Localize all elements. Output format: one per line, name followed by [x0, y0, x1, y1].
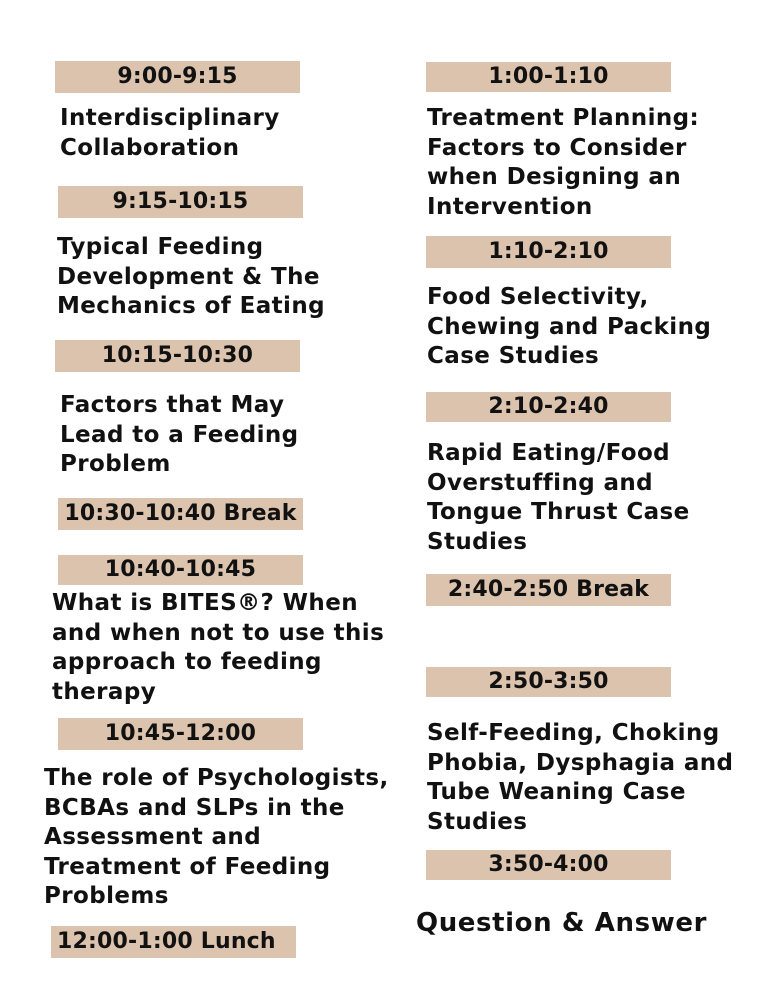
- session-title: Treatment Planning: Factors to Consider when Designing an Intervention: [427, 105, 700, 220]
- time-slot-12-00-lunch: 12:00-1:00 Lunch: [51, 926, 296, 958]
- session-title: Factors that May Lead to a Feeding Problem: [60, 392, 299, 477]
- time-slot-1-00: 1:00-1:10: [426, 62, 671, 92]
- session-title: Interdisciplinary Collaboration: [60, 105, 280, 161]
- session-title: Typical Feeding Development & The Mechanics of Eating: [57, 234, 325, 319]
- time-slot-9-15: 9:15-10:15: [58, 186, 303, 218]
- session-title: Rapid Eating/Food Overstuffing and Tongue Thrust Case Studies: [427, 440, 690, 555]
- time-slot-2-50: 2:50-3:50: [426, 667, 671, 697]
- time-slot-9-00: 9:00-9:15: [55, 61, 300, 93]
- time-slot-1-10: 1:10-2:10: [426, 236, 671, 268]
- time-slot-10-30-break: 10:30-10:40 Break: [58, 498, 303, 530]
- time-slot-2-40-break: 2:40-2:50 Break: [426, 574, 671, 606]
- session-title: Self-Feeding, Choking Phobia, Dysphagia and Tube Weaning Case Studies: [427, 720, 734, 835]
- time-slot-3-50: 3:50-4:00: [426, 850, 671, 880]
- time-slot-10-40: 10:40-10:45: [58, 555, 303, 585]
- time-slot-10-15: 10:15-10:30: [55, 340, 300, 372]
- time-slot-2-10: 2:10-2:40: [426, 392, 671, 422]
- session-title: Food Selectivity, Chewing and Packing Case Studies: [427, 284, 712, 369]
- time-slot-10-45: 10:45-12:00: [58, 718, 303, 750]
- session-title: The role of Psychologists, BCBAs and SLPs in the Assessment and Treatment of Feeding Problems: [44, 765, 389, 909]
- session-title: What is BITES®? When and when not to use this approach to feeding therapy: [52, 590, 385, 705]
- session-title: Question & Answer: [416, 908, 707, 938]
